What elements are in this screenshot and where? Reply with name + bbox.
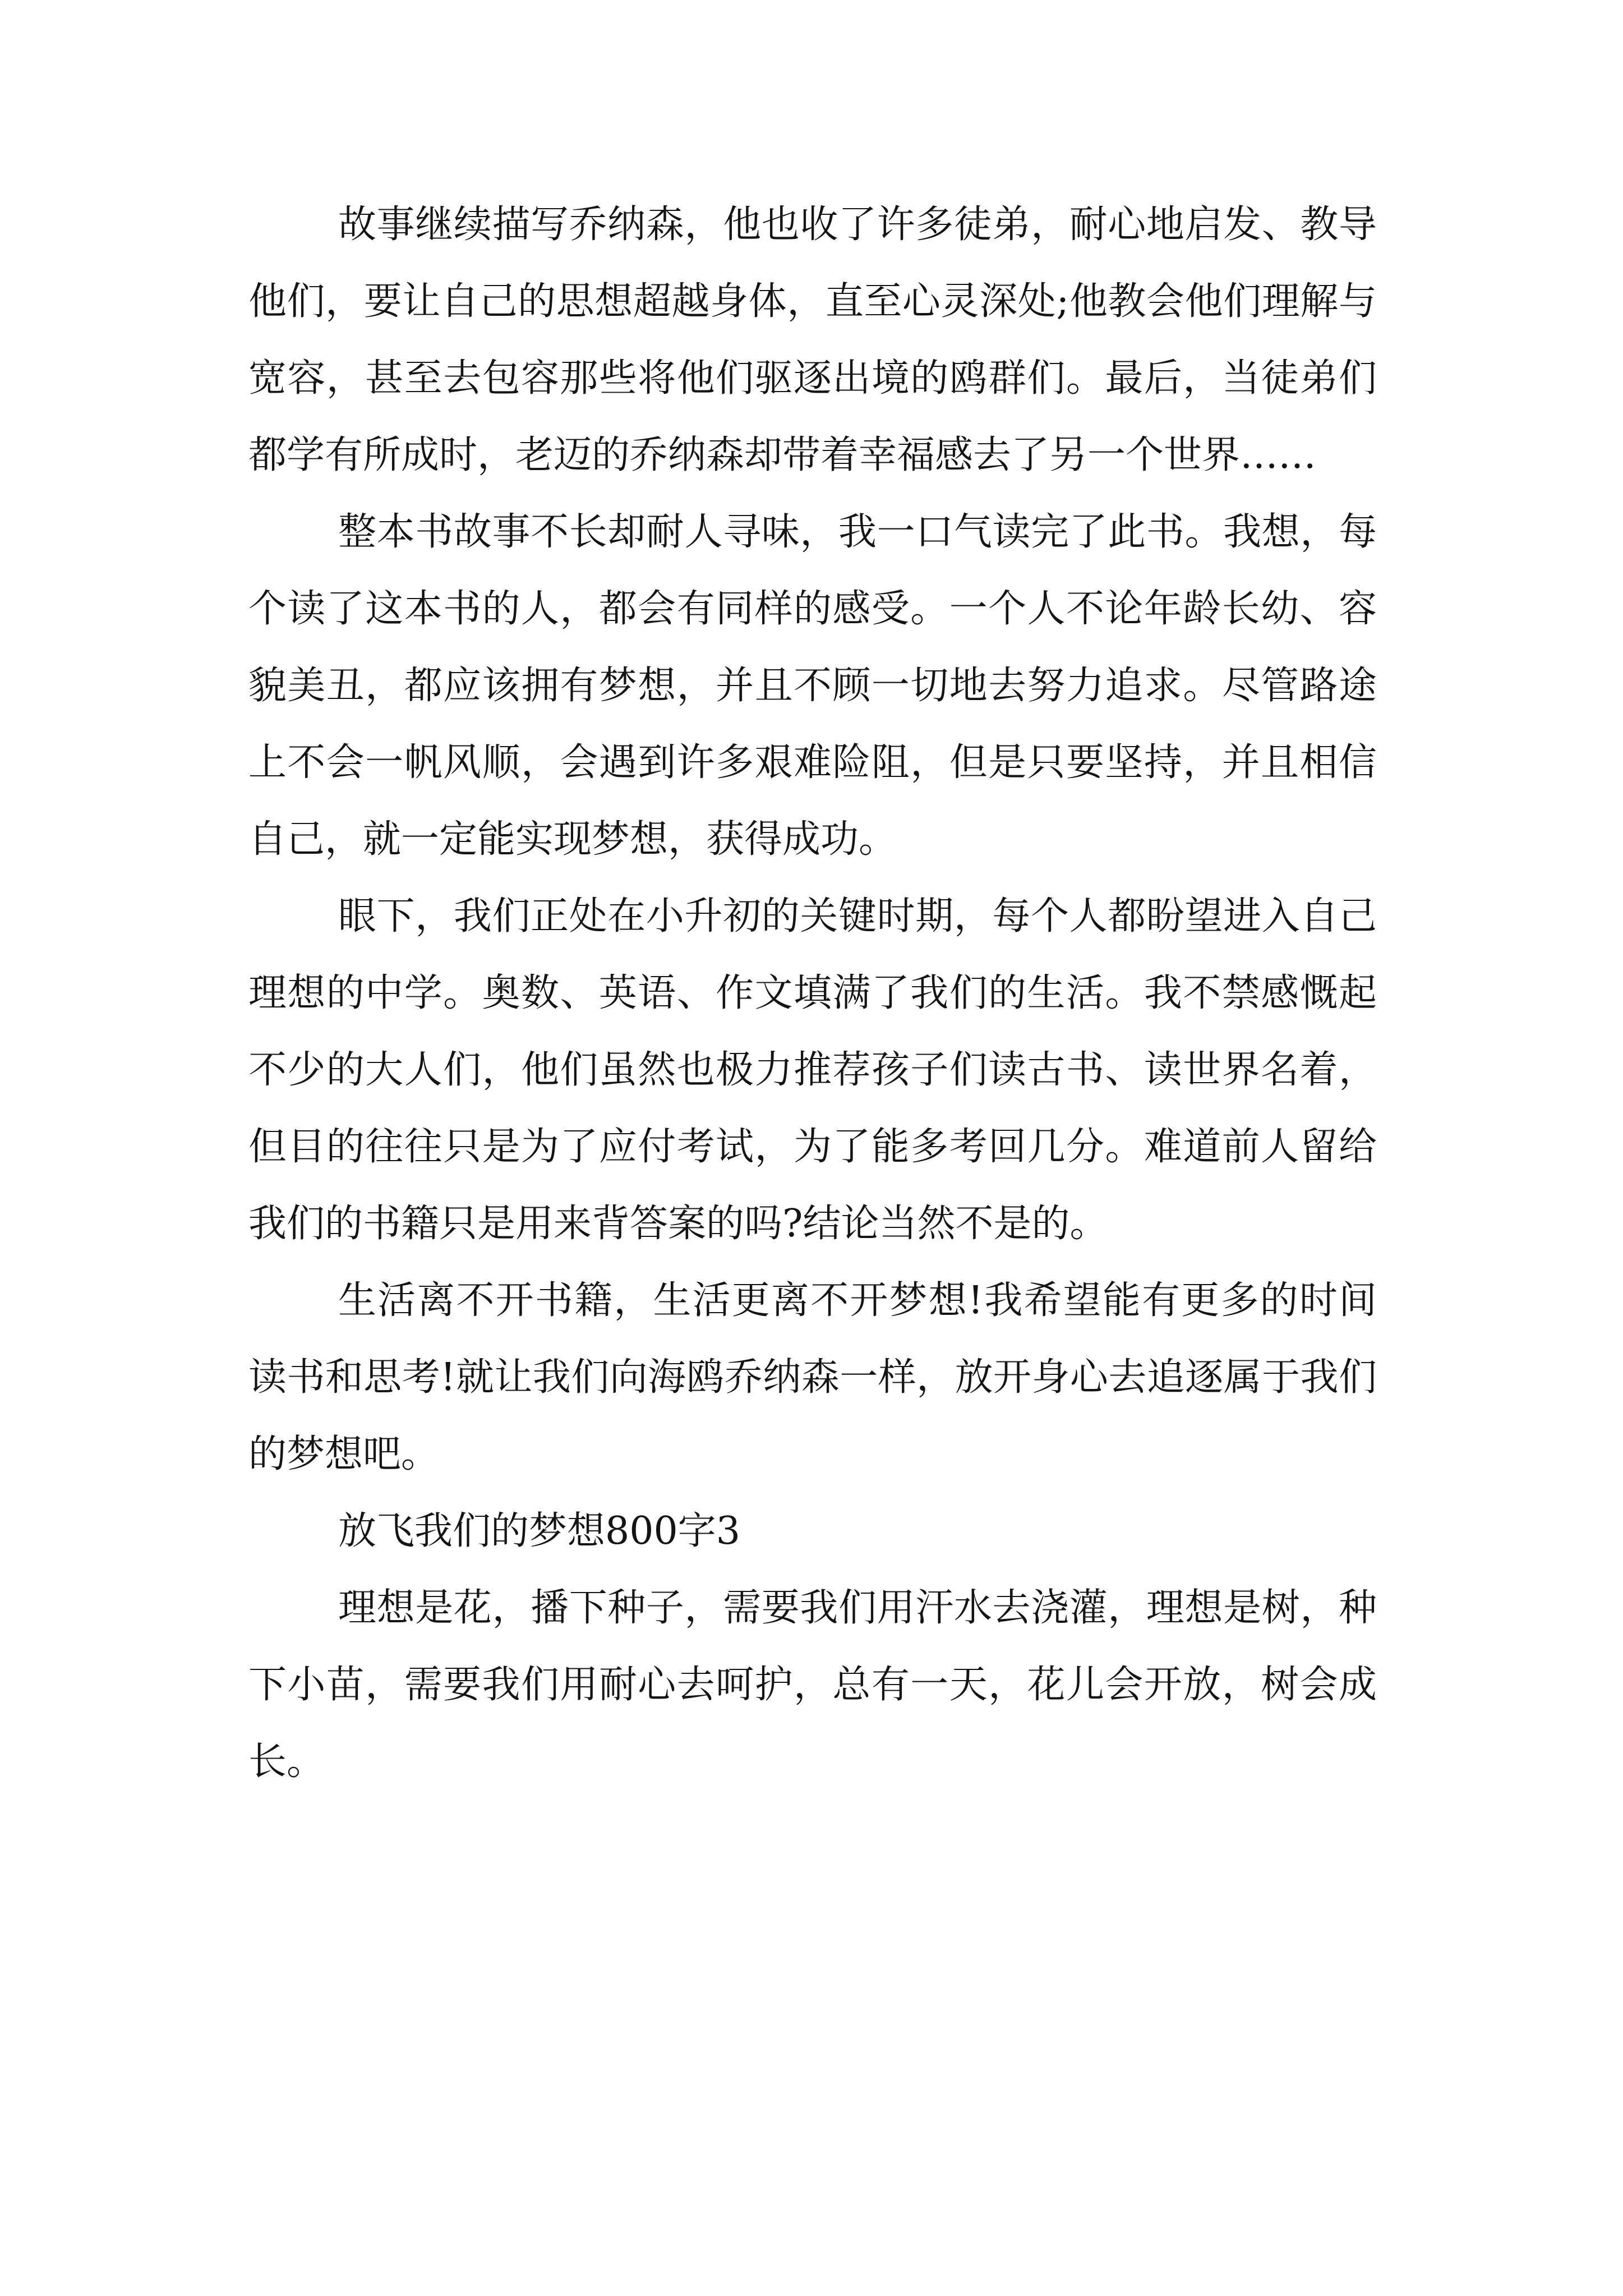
document-body	[248, 186, 1377, 1800]
paragraph-exam-period: 眼下，我们正处在小升初的关键时期，每个人都盼望进入自己理想的中学。奥数、英语、作文填满了我们的生活。我不禁感慨起不少的大人们，他们虽然也极力推荐孩子们读古书、读世界名着，但目的往往只是为了应付考试，为了能多考回几分。难道前人留给我们的书籍只是用来背答案的吗?结论当然不是的。	[248, 894, 1377, 1246]
paragraph-jonathan-disciples: 故事继续描写乔纳森，他也收了许多徒弟，耐心地启发、教导他们，要让自己的思想超越身体，直至心灵深处;他教会他们理解与宽容，甚至去包容那些将他们驱逐出境的鸥群们。最后，当徒弟们都学有所成时，老迈的乔纳森却带着幸福感去了另一个世界……	[248, 203, 1377, 477]
paragraph-life-and-dreams: 生活离不开书籍，生活更离不开梦想!我希望能有更多的时间读书和思考!就让我们向海鸥乔纳森一样，放开身心去追逐属于我们的梦想吧。	[248, 1278, 1377, 1476]
paragraph-ideal-metaphor: 理想是花，播下种子，需要我们用汗水去浇灌，理想是树，种下小苗，需要我们用耐心去呵护，总有一天，花儿会开放，树会成长。	[248, 1586, 1377, 1784]
paragraph-book-reflection: 整本书故事不长却耐人寻味，我一口气读完了此书。我想，每个读了这本书的人，都会有同样的感受。一个人不论年龄长幼、容貌美丑，都应该拥有梦想，并且不顾一切地去努力追求。尽管路途上不会一帆风顺，会遇到许多艰难险阻，但是只要坚持，并且相信自己，就一定能实现梦想，获得成功。	[248, 510, 1377, 862]
essay-heading: 放飞我们的梦想800字3	[338, 1509, 741, 1553]
